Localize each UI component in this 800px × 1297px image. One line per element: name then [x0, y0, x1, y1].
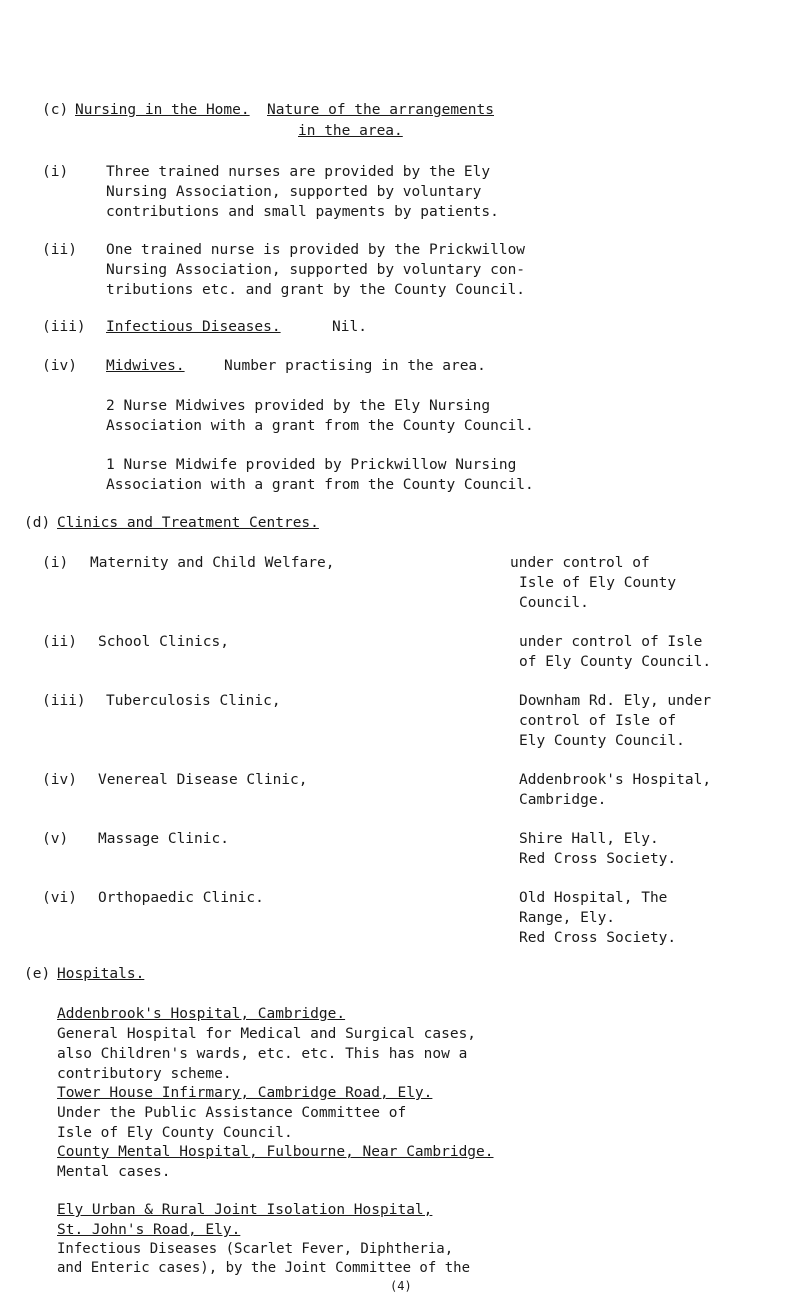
hospital-description	[57, 1240, 470, 1278]
hospital-title-line: Ely Urban & Rural Joint Isolation Hospital,	[57, 1202, 433, 1218]
midwife-note	[106, 396, 534, 436]
item-line: Nursing Association, supported by voluntary con-	[106, 262, 526, 278]
item-line: One trained nurse is provided by the Prickwillow	[106, 242, 526, 258]
section-c-subheading-2: in the area.	[298, 123, 403, 139]
clinic-detail	[519, 573, 676, 613]
clinic-num: (iii)	[42, 693, 86, 709]
section-c-label: (c)	[42, 102, 69, 118]
detail-line: Old Hospital, The	[519, 890, 668, 906]
clinic-name: Orthopaedic Clinic.	[98, 890, 264, 906]
detail-line: control of Isle of	[519, 713, 677, 729]
item-line: tributions etc. and grant by the County Council.	[106, 282, 526, 298]
hospital-description	[57, 1103, 406, 1143]
clinic-num: (vi)	[42, 890, 77, 906]
hospital-title-line: St. John's Road, Ely.	[57, 1222, 241, 1238]
midwife-note	[106, 455, 534, 495]
section-c-subheading-1: Nature of the arrangements	[267, 102, 494, 118]
clinic-detail	[519, 770, 711, 810]
clinic-name: Tuberculosis Clinic,	[106, 693, 281, 709]
note-line: Association with a grant from the County Council.	[106, 477, 534, 493]
detail-line: Addenbrook's Hospital,	[519, 772, 712, 788]
note-line: Association with a grant from the County Council.	[106, 418, 534, 434]
clinic-detail	[519, 691, 711, 751]
hospital-description	[57, 1024, 476, 1084]
item-label: Infectious Diseases.	[106, 319, 281, 335]
hospital-line: Mental cases.	[57, 1164, 171, 1180]
item-line: Three trained nurses are provided by the Ely	[106, 164, 491, 180]
section-e-heading: Hospitals.	[57, 966, 145, 982]
detail-line: Ely County Council.	[519, 733, 685, 749]
clinic-num: (v)	[42, 831, 69, 847]
section-d-heading: Clinics and Treatment Centres.	[57, 515, 319, 531]
note-line: 1 Nurse Midwife provided by Prickwillow Nursing	[106, 457, 517, 473]
hospital-title: Tower House Infirmary, Cambridge Road, Ely.	[57, 1085, 433, 1101]
hospital-line: also Children's wards, etc. etc. This has now a	[57, 1046, 468, 1062]
item-num: (ii)	[42, 242, 77, 258]
item-line: Nursing Association, supported by voluntary	[106, 184, 482, 200]
item-num: (iv)	[42, 358, 77, 374]
item-line: contributions and small payments by patients.	[106, 204, 499, 220]
detail-line: Council.	[519, 595, 589, 611]
clinic-detail	[510, 553, 650, 573]
hospital-title	[57, 1200, 432, 1240]
hospital-line: Isle of Ely County Council.	[57, 1125, 293, 1141]
hospital-title: County Mental Hospital, Fulbourne, Near Cambridge.	[57, 1144, 494, 1160]
clinic-name: Maternity and Child Welfare,	[90, 555, 335, 571]
item-value: Number practising in the area.	[224, 358, 486, 374]
section-e-label: (e)	[24, 966, 51, 982]
hospital-line: Infectious Diseases (Scarlet Fever, Diphtheria,	[57, 1241, 454, 1257]
detail-line: of Ely County Council.	[519, 654, 712, 670]
hospital-line: General Hospital for Medical and Surgical cases,	[57, 1026, 477, 1042]
clinic-detail	[519, 888, 676, 948]
section-c-heading: Nursing in the Home.	[75, 102, 250, 118]
detail-line: Red Cross Society.	[519, 851, 677, 867]
detail-line: Shire Hall, Ely.	[519, 831, 659, 847]
hospital-description	[57, 1162, 171, 1182]
note-line: 2 Nurse Midwives provided by the Ely Nursing	[106, 398, 491, 414]
hospital-title: Addenbrook's Hospital, Cambridge.	[57, 1006, 346, 1022]
section-d-label: (d)	[24, 515, 51, 531]
clinic-name: School Clinics,	[98, 634, 229, 650]
detail-line: Red Cross Society.	[519, 930, 677, 946]
clinic-name: Venereal Disease Clinic,	[98, 772, 308, 788]
detail-line: under control of Isle	[519, 634, 703, 650]
clinic-detail	[519, 829, 676, 869]
item-label: Midwives.	[106, 358, 185, 374]
clinic-name: Massage Clinic.	[98, 831, 229, 847]
detail-line: Range, Ely.	[519, 910, 616, 926]
hospital-line: and Enteric cases), by the Joint Committee of the	[57, 1260, 471, 1276]
item-num: (i)	[42, 164, 69, 180]
detail-line: under control of	[510, 555, 650, 571]
item-text	[106, 240, 525, 300]
detail-line: Isle of Ely County	[519, 575, 677, 591]
item-value: Nil.	[332, 319, 367, 335]
detail-line: Downham Rd. Ely, under	[519, 693, 712, 709]
item-text	[106, 162, 499, 222]
clinic-num: (i)	[42, 555, 69, 571]
hospital-line: contributory scheme.	[57, 1066, 232, 1082]
clinic-num: (iv)	[42, 772, 77, 788]
hospital-line: Under the Public Assistance Committee of	[57, 1105, 407, 1121]
detail-line: Cambridge.	[519, 792, 607, 808]
item-num: (iii)	[42, 319, 86, 335]
page-number: (4)	[390, 1279, 412, 1293]
clinic-num: (ii)	[42, 634, 77, 650]
clinic-detail	[519, 632, 711, 672]
